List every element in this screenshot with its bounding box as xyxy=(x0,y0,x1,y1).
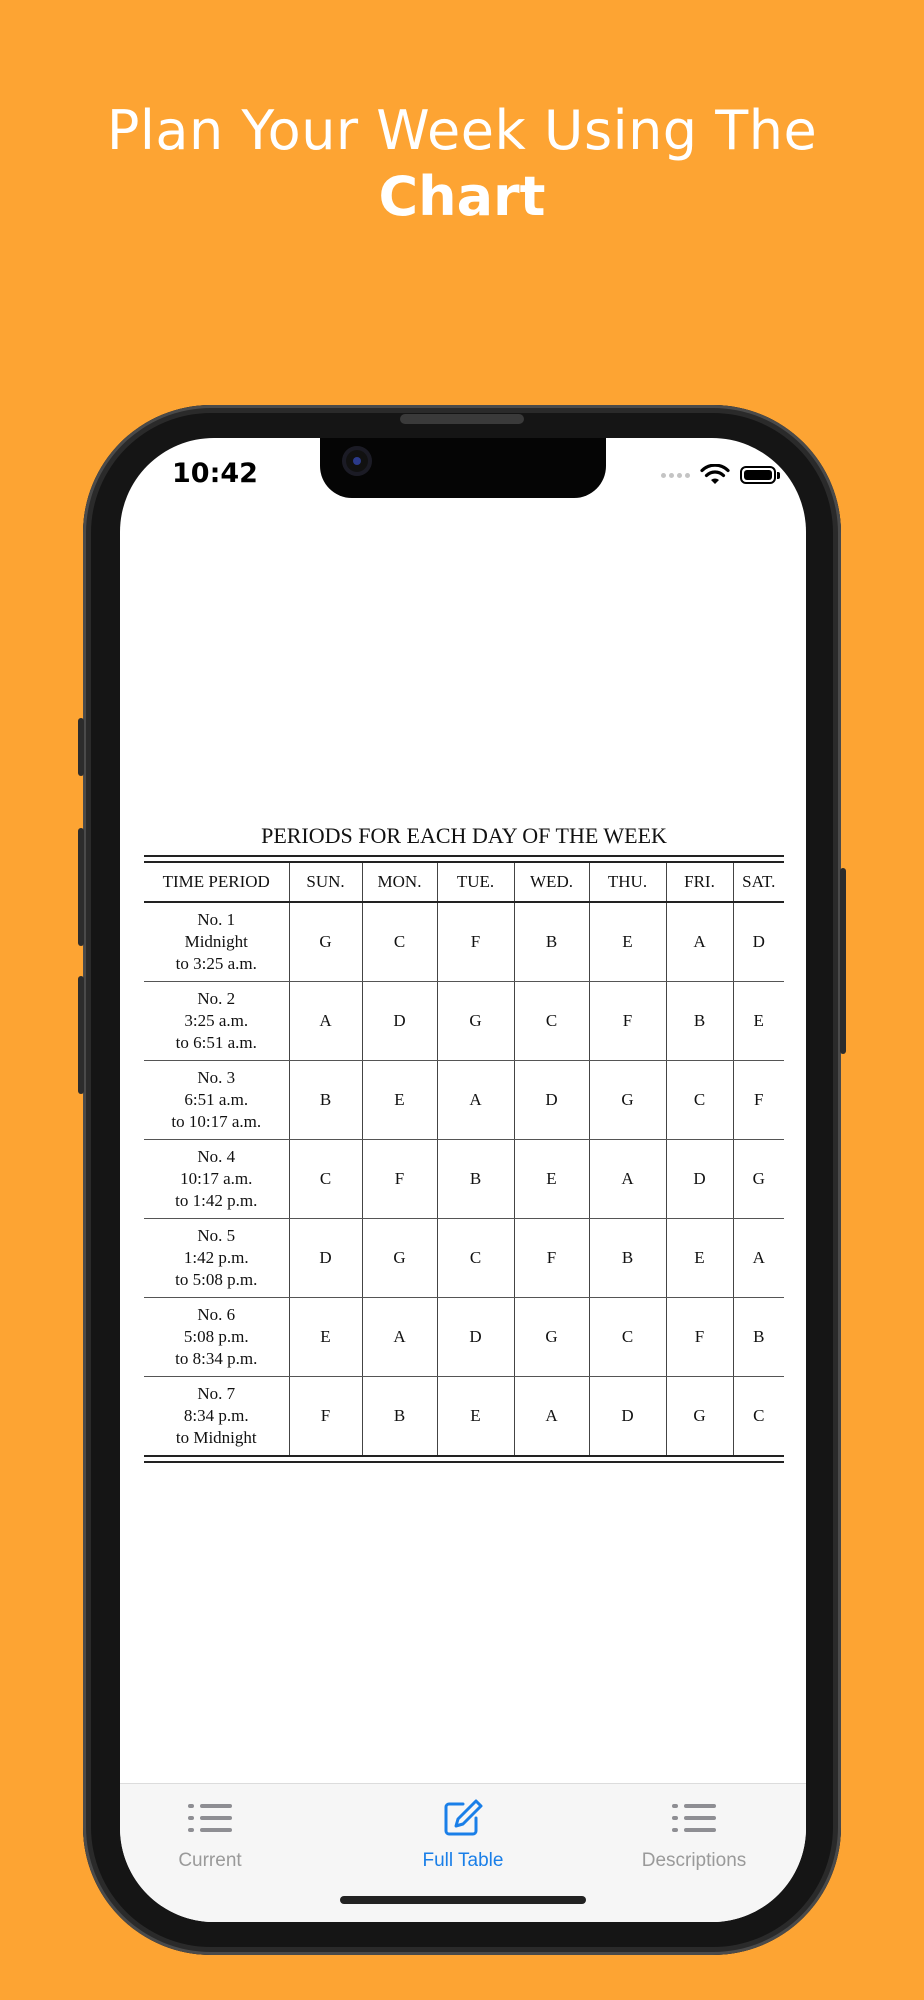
period-letter-cell: C xyxy=(289,1140,362,1219)
table-row xyxy=(144,1298,784,1377)
period-letter-cell: D xyxy=(514,1061,589,1140)
period-letter-cell: E xyxy=(733,982,784,1061)
side-button-power xyxy=(840,868,846,1054)
column-header: MON. xyxy=(362,863,437,902)
chart-title: PERIODS FOR EACH DAY OF THE WEEK xyxy=(261,823,667,848)
time-period-cell xyxy=(144,1377,289,1456)
column-header: FRI. xyxy=(666,863,733,902)
list-icon xyxy=(188,1798,232,1838)
status-icons xyxy=(661,464,776,486)
time-period-line: to 10:17 a.m. xyxy=(171,1112,262,1131)
column-header: SUN. xyxy=(289,863,362,902)
side-button-volume-down xyxy=(78,976,84,1094)
period-letter-cell: D xyxy=(289,1219,362,1298)
time-period-line: 6:51 a.m. xyxy=(184,1090,249,1109)
period-letter-cell: C xyxy=(666,1061,733,1140)
period-letter-cell: F xyxy=(362,1140,437,1219)
time-period-line: No. 3 xyxy=(197,1068,236,1087)
column-header: THU. xyxy=(589,863,666,902)
time-period-line: 1:42 p.m. xyxy=(183,1248,249,1267)
period-letter-cell: B xyxy=(514,902,589,982)
column-header: SAT. xyxy=(733,863,784,902)
time-period-line: to 3:25 a.m. xyxy=(175,954,257,973)
column-header: WED. xyxy=(514,863,589,902)
time-period-line: to Midnight xyxy=(175,1428,257,1447)
side-button-volume-up xyxy=(78,828,84,946)
period-letter-cell: C xyxy=(514,982,589,1061)
period-letter-cell: F xyxy=(589,982,666,1061)
column-header: TUE. xyxy=(437,863,514,902)
time-period-line: No. 4 xyxy=(197,1147,236,1166)
status-time: 10:42 xyxy=(172,458,258,489)
time-period-line: 5:08 p.m. xyxy=(183,1327,249,1346)
time-period-line: to 5:08 p.m. xyxy=(175,1270,258,1289)
period-letter-cell: G xyxy=(514,1298,589,1377)
period-letter-cell: B xyxy=(589,1219,666,1298)
period-letter-cell: E xyxy=(666,1219,733,1298)
table-row xyxy=(144,1377,784,1456)
headline-line-1: Plan Your Week Using The xyxy=(106,99,818,162)
speaker-grille xyxy=(400,414,524,424)
table-row xyxy=(144,902,784,982)
time-period-line: to 8:34 p.m. xyxy=(175,1349,258,1368)
headline xyxy=(0,98,924,230)
period-letter-cell: B xyxy=(362,1377,437,1456)
phone-screen xyxy=(120,438,806,1922)
period-letter-cell: B xyxy=(289,1061,362,1140)
time-period-cell xyxy=(144,1219,289,1298)
tab-label: Full Table xyxy=(422,1850,504,1871)
wifi-icon xyxy=(700,464,730,486)
tab-current[interactable] xyxy=(120,1798,300,1872)
period-letter-cell: C xyxy=(589,1298,666,1377)
period-letter-cell: A xyxy=(437,1061,514,1140)
period-letter-cell: B xyxy=(733,1298,784,1377)
list-icon xyxy=(672,1798,716,1838)
bottom-rule xyxy=(144,1455,784,1457)
period-letter-cell: E xyxy=(514,1140,589,1219)
period-letter-cell: A xyxy=(289,982,362,1061)
period-letter-cell: F xyxy=(514,1219,589,1298)
period-letter-cell: F xyxy=(437,902,514,982)
tab-label: Current xyxy=(178,1850,242,1871)
time-period-line: No. 2 xyxy=(197,989,236,1008)
period-letter-cell: G xyxy=(589,1061,666,1140)
table-row xyxy=(144,1140,784,1219)
period-letter-cell: A xyxy=(666,902,733,982)
table-row xyxy=(144,1061,784,1140)
time-period-line: 8:34 p.m. xyxy=(183,1406,249,1425)
time-period-line: to 1:42 p.m. xyxy=(175,1191,258,1210)
time-period-line: No. 7 xyxy=(197,1384,236,1403)
period-letter-cell: F xyxy=(289,1377,362,1456)
period-letter-cell: B xyxy=(437,1140,514,1219)
top-rule xyxy=(144,855,784,857)
period-letter-cell: A xyxy=(362,1298,437,1377)
tab-descriptions[interactable] xyxy=(604,1798,784,1872)
period-letter-cell: G xyxy=(362,1219,437,1298)
period-chart xyxy=(144,820,784,1463)
signal-dots-icon xyxy=(661,473,690,478)
period-letter-cell: G xyxy=(437,982,514,1061)
battery-icon xyxy=(740,466,776,484)
time-period-cell xyxy=(144,982,289,1061)
period-letter-cell: A xyxy=(733,1219,784,1298)
period-letter-cell: C xyxy=(362,902,437,982)
table-row xyxy=(144,1219,784,1298)
bottom-rule-2 xyxy=(144,1461,784,1463)
period-letter-cell: G xyxy=(666,1377,733,1456)
period-letter-cell: D xyxy=(589,1377,666,1456)
period-letter-cell: E xyxy=(589,902,666,982)
tab-label: Descriptions xyxy=(641,1850,747,1871)
period-letter-cell: C xyxy=(733,1377,784,1456)
headline-line-2: Chart xyxy=(378,165,546,228)
period-letter-cell: E xyxy=(362,1061,437,1140)
edit-icon xyxy=(441,1798,485,1838)
period-letter-cell: C xyxy=(437,1219,514,1298)
time-period-line: 10:17 a.m. xyxy=(180,1169,253,1188)
period-letter-cell: B xyxy=(666,982,733,1061)
time-period-line: No. 1 xyxy=(197,910,236,929)
time-period-line: to 6:51 a.m. xyxy=(175,1033,257,1052)
tab-bar xyxy=(120,1783,806,1922)
period-letter-cell: D xyxy=(437,1298,514,1377)
time-period-line: No. 5 xyxy=(197,1226,236,1245)
periods-table xyxy=(144,863,784,1455)
period-letter-cell: D xyxy=(362,982,437,1061)
period-letter-cell: E xyxy=(437,1377,514,1456)
period-letter-cell: A xyxy=(514,1377,589,1456)
table-header-row xyxy=(144,863,784,902)
period-letter-cell: F xyxy=(733,1061,784,1140)
column-header: TIME PERIOD xyxy=(144,863,289,902)
period-letter-cell: D xyxy=(666,1140,733,1219)
tab-full-table[interactable] xyxy=(373,1798,553,1872)
camera-icon xyxy=(342,446,372,476)
time-period-cell xyxy=(144,1061,289,1140)
time-period-cell xyxy=(144,1140,289,1219)
time-period-line: No. 6 xyxy=(197,1305,236,1324)
time-period-line: 3:25 a.m. xyxy=(184,1011,249,1030)
side-button-silent xyxy=(78,718,84,776)
period-letter-cell: G xyxy=(733,1140,784,1219)
period-letter-cell: G xyxy=(289,902,362,982)
home-indicator[interactable] xyxy=(340,1896,586,1904)
time-period-line: Midnight xyxy=(184,932,248,951)
table-row xyxy=(144,982,784,1061)
period-letter-cell: A xyxy=(589,1140,666,1219)
time-period-cell xyxy=(144,902,289,982)
period-letter-cell: F xyxy=(666,1298,733,1377)
period-letter-cell: E xyxy=(289,1298,362,1377)
period-letter-cell: D xyxy=(733,902,784,982)
time-period-cell xyxy=(144,1298,289,1377)
